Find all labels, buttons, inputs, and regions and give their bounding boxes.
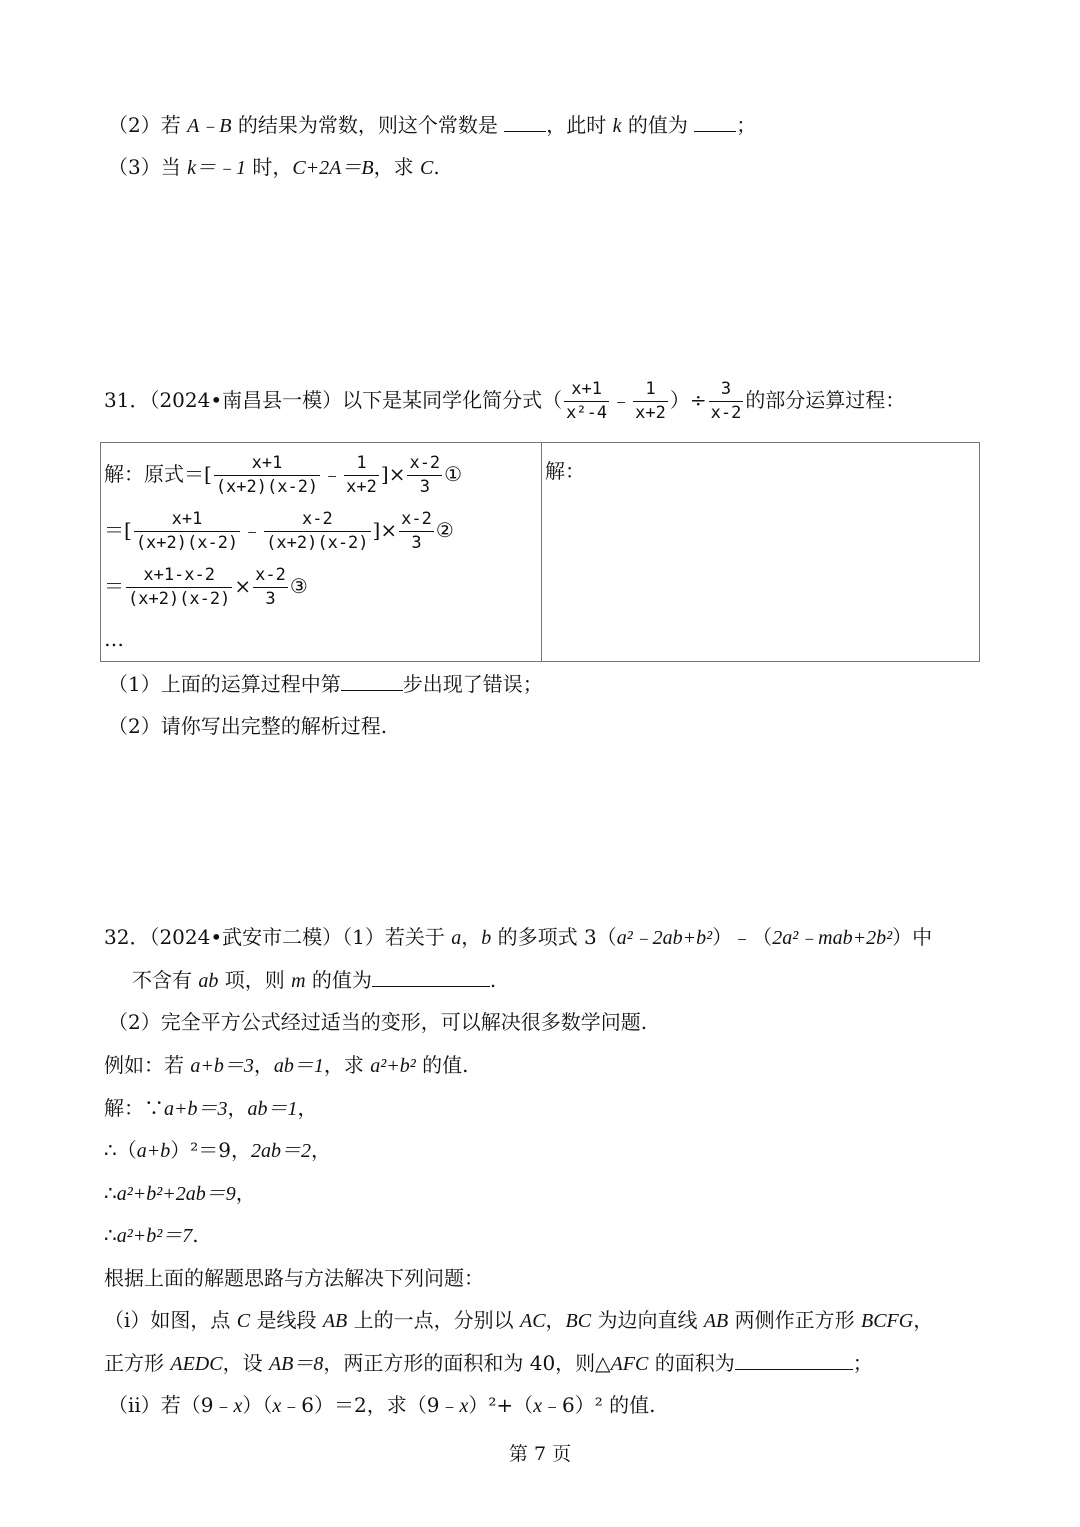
fraction (709, 380, 744, 424)
expr: ab＝1 (247, 1098, 298, 1120)
text: 的值为 (621, 113, 695, 137)
numerator: x-2 (301, 508, 333, 529)
text: 正方形 (104, 1351, 171, 1375)
text: ﹣6）² 的值. (542, 1393, 656, 1417)
text: （i）如图，点 (104, 1308, 237, 1332)
text: 例如：若 (104, 1053, 191, 1077)
q31-sub2 (108, 712, 387, 740)
denominator: x-2 (710, 403, 742, 424)
var-c: C (419, 157, 434, 179)
text: 时， (245, 155, 293, 179)
q31-heading (104, 376, 905, 424)
var: x (272, 1395, 282, 1417)
expr: C+2A＝B (292, 157, 374, 179)
text: … (104, 627, 124, 651)
text: ﹣6）＝2，求（9﹣ (281, 1393, 460, 1417)
q32-sol-4 (104, 1221, 199, 1250)
text: 解：∵ (104, 1096, 164, 1120)
text: ）（ (242, 1393, 273, 1417)
q31-sub1 (108, 670, 543, 698)
denominator: (x+2)(x-2) (215, 477, 319, 498)
var: AEDC (170, 1353, 223, 1375)
numerator: x-2 (255, 564, 286, 585)
step-marker: ① (444, 462, 463, 486)
text: 上的一点，分别以 (347, 1308, 520, 1332)
q32-line2 (132, 966, 496, 995)
text: ，求 (323, 1053, 371, 1077)
text: ， (913, 1308, 934, 1332)
numerator: 3 (720, 378, 732, 399)
text: ）²＝9， (170, 1138, 251, 1162)
text: ， (253, 1053, 274, 1077)
solution-table (100, 442, 980, 662)
q32-example (104, 1051, 468, 1080)
numerator: x-2 (401, 508, 432, 529)
answer-blank[interactable] (735, 1351, 853, 1370)
text: 步出现了错误； (402, 672, 543, 696)
answer-blank[interactable] (504, 113, 546, 132)
expr: a+b (136, 1140, 171, 1162)
step-marker: ② (435, 518, 454, 542)
step-2 (104, 507, 454, 553)
answer-cell[interactable] (542, 443, 979, 661)
text: ， (545, 1308, 566, 1332)
numerator: 1 (356, 452, 367, 473)
expr: a+b＝3 (164, 1098, 228, 1120)
text: ﹣ (242, 518, 263, 542)
text: . (489, 968, 497, 992)
expr: a+b＝3 (190, 1055, 254, 1077)
text: ）÷ (669, 388, 707, 412)
text: 的值. (415, 1053, 469, 1077)
text: ， (461, 925, 482, 949)
expr: a²+b²＝7 (116, 1225, 193, 1247)
fraction (564, 380, 609, 424)
text: 是线段 (250, 1308, 323, 1332)
denominator: (x+2)(x-2) (128, 589, 231, 610)
text: （3）当 (108, 155, 188, 179)
text: 的多项式 3（ (491, 925, 617, 949)
q32-sol-2 (104, 1136, 331, 1165)
denominator: (x+2)(x-2) (266, 533, 369, 554)
numerator: 1 (645, 378, 656, 399)
q32-line3 (108, 1008, 647, 1036)
step-1 (104, 451, 462, 497)
numerator: x+1 (571, 378, 602, 399)
q32-sol-1 (104, 1094, 318, 1123)
numerator: x+1-x-2 (143, 564, 215, 585)
var-k: k (612, 115, 622, 137)
text: ， (297, 1096, 318, 1120)
var: m (291, 970, 306, 992)
text: （2）若 (108, 113, 188, 137)
answer-blank[interactable] (694, 113, 736, 132)
text: 31．（2024•南昌县一模）以下是某同学化简分式（ (104, 388, 563, 412)
expr: A﹣B (187, 115, 232, 137)
fraction (126, 566, 232, 610)
text: ]× (380, 462, 406, 486)
answer-blank[interactable] (341, 672, 403, 691)
numerator: x+1 (171, 508, 203, 529)
text: ∴ (104, 1223, 117, 1247)
text: （2）完全平方公式经过适当的变形，可以解决很多数学问题. (108, 1010, 648, 1034)
text: 两侧作正方形 (728, 1308, 861, 1332)
q32-part-i-line2 (104, 1349, 873, 1378)
var: ab (198, 970, 219, 992)
var: AFC (610, 1353, 649, 1375)
text: ，求 (373, 155, 420, 179)
text: 的面积为 (648, 1351, 735, 1375)
step-3 (104, 563, 308, 609)
text: （ii）若（9﹣ (108, 1393, 234, 1417)
fraction (344, 454, 379, 498)
text: ＝[ (104, 518, 132, 542)
denominator: x+2 (346, 477, 377, 498)
expr: a²+b²+2ab＝9 (116, 1183, 236, 1205)
text: （1）上面的运算过程中第 (108, 672, 341, 696)
fraction (264, 510, 370, 554)
ellipsis (104, 625, 124, 653)
fraction (633, 380, 668, 424)
expr: ab＝1 (273, 1055, 324, 1077)
step-marker: ③ (289, 574, 308, 598)
denominator: 3 (419, 477, 430, 498)
text: 的值为 (305, 968, 372, 992)
text: ， (310, 1138, 331, 1162)
fraction (214, 454, 320, 498)
text: ； (852, 1351, 873, 1375)
fraction (253, 566, 288, 610)
denominator: (x+2)(x-2) (135, 533, 239, 554)
var: x (233, 1395, 243, 1417)
denominator: 3 (265, 589, 276, 610)
text: 根据上面的解题思路与方法解决下列问题： (104, 1266, 484, 1290)
q32-part-i-line1 (104, 1306, 933, 1335)
q32-part-ii (108, 1391, 656, 1420)
q32-sol-3 (104, 1179, 256, 1208)
q32-line1 (104, 923, 932, 952)
fraction (134, 510, 240, 554)
text: × (234, 574, 252, 598)
text: （2）请你写出完整的解析过程. (108, 714, 388, 738)
text: 的结果为常数，则这个常数是 (231, 113, 505, 137)
text: ）²+（ (468, 1393, 534, 1417)
text: ，此时 (546, 113, 613, 137)
var: x (459, 1395, 469, 1417)
answer-blank[interactable] (372, 968, 490, 987)
var: AB (703, 1310, 729, 1332)
text: 第 7 页 (508, 1443, 572, 1465)
text: ）﹣（ (712, 925, 773, 949)
expr: 2a²﹣mab+2b² (772, 927, 893, 949)
text: 项，则 (218, 968, 292, 992)
q32-instruction (104, 1264, 484, 1292)
text: 解：原式＝[ (104, 462, 212, 486)
text: ＝ (104, 574, 124, 598)
text: . (192, 1223, 199, 1247)
var: b (481, 927, 492, 949)
text: 的部分运算过程： (745, 388, 906, 412)
numerator: x+1 (251, 452, 283, 473)
text: . (433, 155, 440, 179)
var: AB (322, 1310, 348, 1332)
text: 为边向直线 (591, 1308, 704, 1332)
text: 解： (545, 459, 585, 483)
text: ﹣ (611, 388, 632, 412)
text: 不含有 (132, 968, 199, 992)
var: BCFG (860, 1310, 914, 1332)
text: ，设 (222, 1351, 269, 1375)
text: ， (235, 1181, 256, 1205)
text: 32．（2024•武安市二模）（1）若关于 (104, 925, 452, 949)
expr: a²+b² (370, 1055, 416, 1077)
expr: k＝﹣1 (187, 157, 246, 179)
var: x (533, 1395, 543, 1417)
q30-part2 (108, 111, 756, 140)
fraction (407, 454, 442, 498)
expr: 2ab＝2 (250, 1140, 311, 1162)
page-number (0, 1439, 1080, 1466)
numerator: x-2 (409, 452, 441, 473)
expr: a²﹣2ab+b² (616, 927, 713, 949)
text: ； (736, 113, 757, 137)
var: a (451, 927, 462, 949)
expr: AB＝8 (268, 1353, 324, 1375)
denominator: x+2 (635, 403, 666, 424)
denominator: x²-4 (566, 403, 608, 424)
text: ， (227, 1096, 248, 1120)
var: C (236, 1310, 251, 1332)
text: ]× (372, 518, 398, 542)
q30-part3 (108, 153, 440, 182)
text: ∴ (104, 1181, 117, 1205)
var: BC (565, 1310, 592, 1332)
text: ，两正方形的面积和为 40，则△ (323, 1351, 611, 1375)
text: ﹣ (322, 462, 343, 486)
text: ）中 (892, 925, 933, 949)
fraction (399, 510, 434, 554)
denominator: 3 (411, 533, 422, 554)
var: AC (519, 1310, 546, 1332)
text: ∴（ (104, 1138, 137, 1162)
